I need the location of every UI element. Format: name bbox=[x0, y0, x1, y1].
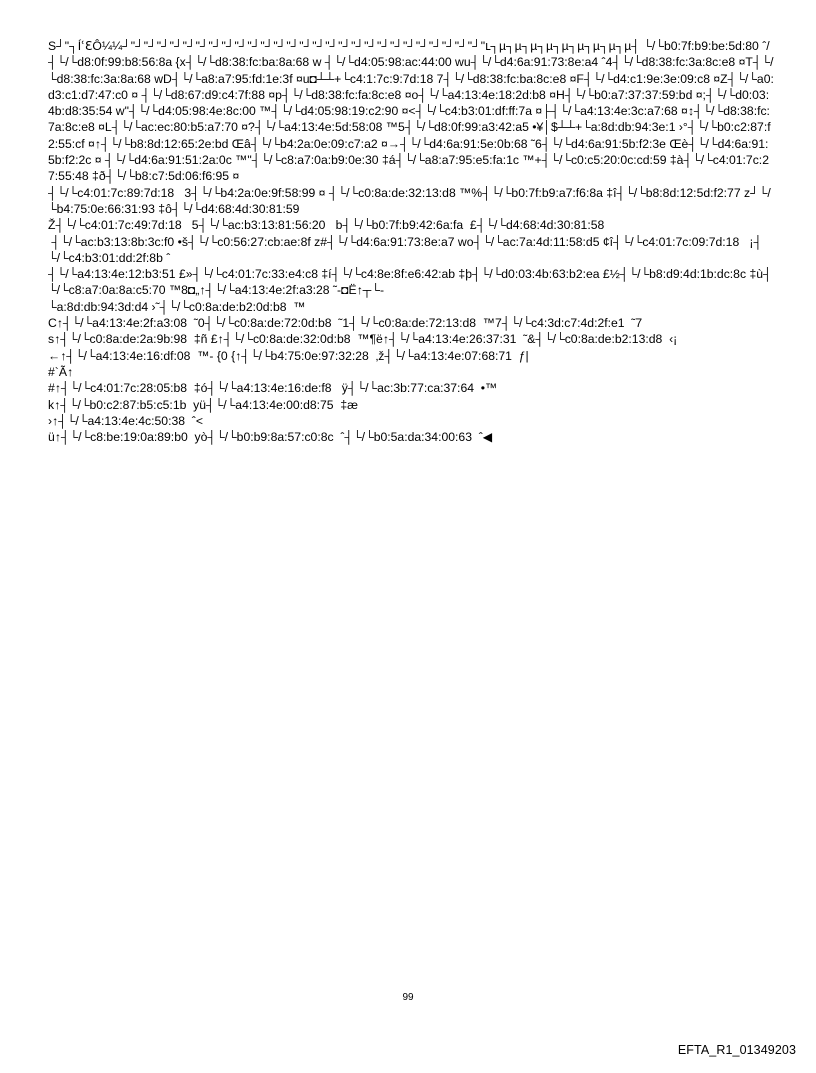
document-id: EFTA_R1_01349203 bbox=[677, 1043, 796, 1057]
page-number: 99 bbox=[402, 992, 414, 1003]
document-body-text: S┘"┐ÍՙꜪÔ¼¼┘"┘"┘"┘"┘"┘"┘"┘"┘"┘"┘"┘"┘"┘"┘"┘"┘"┘"┘"┘"┘"┘"┘"┘"┘"┘"┘"┘"ւ┐µ┐µ┐µ┐µ┐µ┐µ┐µ┐µ┐µ┤ └/└b0:7f:b9:be:5d:80 ˆ/┤└/└d8:0f:99:b8:56:8a {x┤└/└d8:38:fc:ba:8a:68 w ┤└/└d4:05:98:ac:44:00 wu┤└/└d4:6a:91:73:8e:a4 ˆ4┤└/└d8:38:fc:3a:8c:e8 ¤T┤└/└d8:38:fc:3a:8a:68 wD┤└/└a8:a7:95:fd:1e:3f ¤u◘┴┴+└c4:1:7c:9:7d:18 7┤└/└d8:38:fc:ba:8c:e8 ¤F┤└/└d4:c1:9e:3e:09:c8 ¤Z┤└/└a0:d3:c1:d7:47:c0 ¤ ┤└/└d8:67:d9:c4:7f:88 ¤p┤└/└d8:38:fc:fa:8c:e8 ¤o┤└/└a4:13:4e:18:2d:b8 ¤H┤└/└b0:a7:37:37:59:bd ¤;┤└/└d0:03:4b:d8:35:54 w"┤└/└d4:05:98:4e:8c:00 ™┤└/└d4:05:98:19:c2:90 ¤<┤└/└c4:b3:01:df:ff:7a ¤├┤└/└a4:13:4e:3c:a7:68 ¤↕┤└/└d8:38:fc:7a:8c:e8 ¤L┤└/└ac:ec:80:b5:a7:70 ¤?┤└/└a4:13:4e:5d:58:08 ™5┤└/└d8:0f:99:a3:42:a5 •¥│$┴┴+└a:8d:db:94:3e:1 ›°┤└/└b0:c2:87:f2:55:cf ¤↑┤└/└b8:8d:12:65:2e:bd Œâ┤└/└b4:2a:0e:09:c7:a2 ¤→┤└/└d4:6a:91:5e:0b:68 ˜6┤└/└d4:6a:91:5b:f2:3e Œè┤└/└d4:6a:91:5b:f2:2c ¤ ┤└/└d4:6a:91:51:2a:0c ™"┤└/└c8:a7:0a:b9:0e:30 ‡á┤└/└a8:a7:95:e5:fa:1c ™+┤└/└c0:c5:20:0c:cd:59 ‡à┤└/└c4:01:7c:27:55:48 ‡ð┤└/└b8:c7:5d:06:f6:95 ¤ ┤└/└c4:01:7c:89:7d:18 3┤└/└b4:2a:0e:9f:58:99 ¤ ┤└/└c0:8a:de:32:13:d8 ™%┤└/└b0:7f:b9:a7:f6:8a ‡î┤└/└b8:8d:12:5d:f2:77 z┘└/└b4:75:0e:66:31:93 ‡ô┤└/└d4:68:4d:30:81:59 Ž┤└/└c4:01:7c:49:7d:18 5┤└/└ac:b3:13:81:56:20 b┤└/└b0:7f:b9:42:6a:fa £┤└/└d4:68:4d:30:81:58 ┤└/└ac:b3:13:8b:3c:f0 •š┤└/└c0:56:27:cb:ae:8f z#┤└/└d4:6a:91:73:8e:a7 wo┤└/└ac:7a:4d:11:58:d5 ¢î┤└/└c4:01:7c:09:7d:18 ¡┤└/└c4:b3:01:dd:2f:8b ˆ ┤└/└a4:13:4e:12:b3:51 £»┤└/└c4:01:7c:33:e4:c8 ‡í┤└/└c4:8e:8f:e6:42:ab ‡þ┤└/└d0:03:4b:63:b2:ea £½┤└/└b8:d9:4d:1b:dc:8c ‡ù┤└/└c8:a7:0a:8a:c5:70 ™8◘„↑┤└/└a4:13:4e:2f:a3:28 ˜-◘Ë↑┬└- └a:8d:db:94:3d:d4 ›˜┤└/└c0:8a:de:b2:0d:b8 ™ C↑┤└/└a4:13:4e:2f:a3:08 ˜0┤└/└c0:8a:de:72:0d:b8 ˜1┤└/└c0:8a:de:72:13:d8 ™7┤└/└c4:3d:c7:4d:2f:e1 ˜7 s↑┤└/└c0:8a:de:2a:9b:98 ‡ñ £↑┤└/└c0:8a:de:32:0d:b8 ™¶ë↑┤└/└a4:13:4e:26:37:31 ˜&┤└/└c0:8a:de:b2:13:d8 ‹¡ ←↑┤└/└a4:13:4e:16:df:08 ™- {0 {↑┤└/└b4:75:0e:97:32:28 ‚ž┤└/└a4:13:4e:07:68:71 ƒ| #`Ã↑ #↑┤└/└c4:01:7c:28:05:b8 ‡ó┤└/└a4:13:4e:16:de:f8 ÿ┤└/└ac:3b:77:ca:37:64 •™ k↑┤└/└b0:c2:87:b5:c5:1b yü┤└/└a4:13:4e:00:d8:75 ‡æ ›↑┤└/└a4:13:4e:4c:50:38 ˆ< ü↑┤└/└c8:be:19:0a:89:b0 yò┤└/└b0:b9:8a:57:c0:8c ˆ┤└/└b0:5a:da:34:00:63 ˆ◀ bbox=[48, 39, 774, 445]
